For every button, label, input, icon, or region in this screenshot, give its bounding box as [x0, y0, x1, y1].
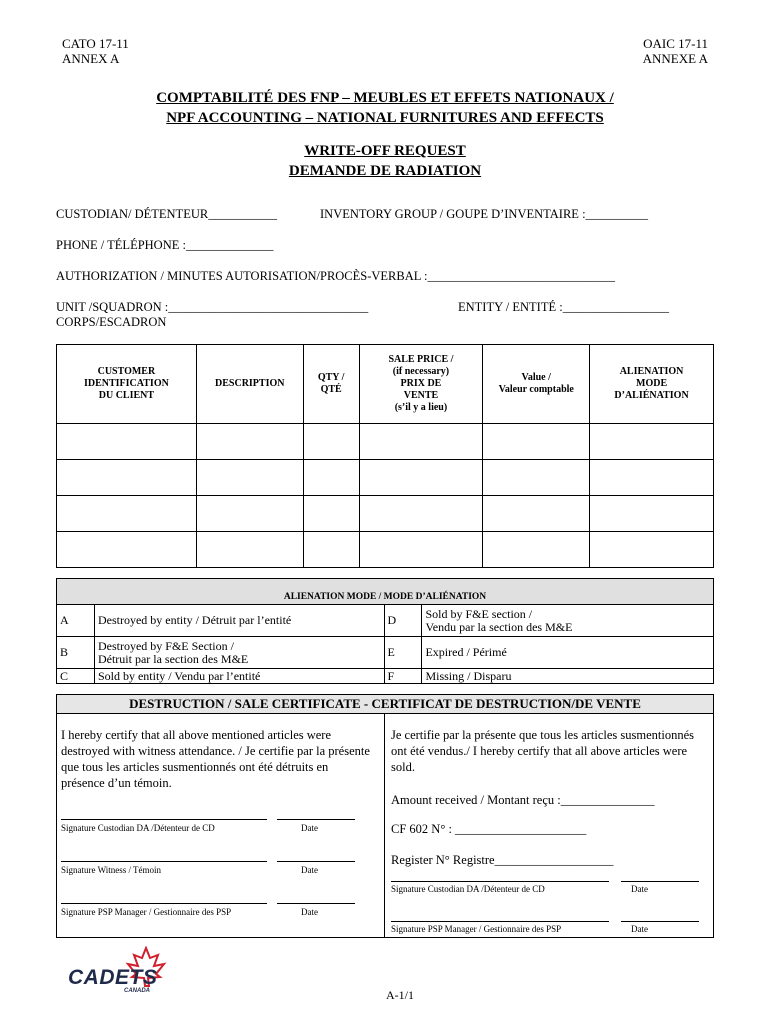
- col-customer-id-l1: CUSTOMER: [97, 366, 156, 377]
- unit-field[interactable]: UNIT /SQUADRON :________________________________: [56, 300, 369, 314]
- title-line1: COMPTABILITÉ DES FNP – MEUBLES ET EFFETS NATIONAUX /: [156, 90, 614, 106]
- mode-text-c: Sold by entity / Vendu par l’entité: [94, 669, 384, 684]
- table-row: [57, 424, 714, 460]
- signature-psp-label: Signature PSP Manager / Gestionnaire des PSP: [61, 907, 232, 917]
- col-alienation-l2: MODE: [636, 378, 668, 389]
- unit-field-line2: CORPS/ESCADRON: [56, 315, 167, 329]
- table-row: [57, 496, 714, 532]
- certificate-heading: DESTRUCTION / SALE CERTIFICATE - CERTIFICAT DE DESTRUCTION/DE VENTE: [57, 695, 713, 714]
- header-right: [643, 36, 708, 66]
- cell-input[interactable]: [303, 460, 359, 496]
- date-line[interactable]: [277, 861, 355, 862]
- cell-input[interactable]: [359, 460, 483, 496]
- date-label: Date: [631, 924, 648, 934]
- col-alienation-mode: [590, 345, 714, 424]
- page-number: A-1/1: [386, 988, 414, 1002]
- table-row: [57, 605, 714, 637]
- cell-input[interactable]: [590, 424, 714, 460]
- mode-code-a: A: [57, 605, 95, 637]
- col-description: [196, 345, 303, 424]
- logo-subtext: CANADA: [124, 988, 150, 994]
- col-value: [483, 345, 590, 424]
- table-row: [57, 460, 714, 496]
- cell-input[interactable]: [303, 424, 359, 460]
- cell-input[interactable]: [483, 460, 590, 496]
- mode-code-c: C: [57, 669, 95, 684]
- cell-input[interactable]: [57, 424, 197, 460]
- date-label: Date: [301, 865, 318, 875]
- col-sale-price-l1: SALE PRICE /: [388, 354, 454, 365]
- cell-input[interactable]: [590, 460, 714, 496]
- items-table: [56, 344, 714, 568]
- col-value-l1: Value /: [521, 372, 551, 383]
- col-description-l1: DESCRIPTION: [215, 378, 285, 389]
- cell-input[interactable]: [303, 496, 359, 532]
- custodian-field[interactable]: CUSTODIAN/ DÉTENTEUR___________: [56, 207, 277, 221]
- certificate-right-paragraph: Je certifie par la présente que tous les articles susmentionnés ont été vendus./ I hereby certify that all above articles were sold.: [391, 728, 695, 774]
- alienation-mode-heading: ALIENATION MODE / MODE D’ALIÉNATION: [57, 579, 714, 605]
- register-field[interactable]: Register N° Registre___________________: [391, 853, 614, 867]
- signature-line[interactable]: [391, 881, 609, 882]
- col-alienation-l1: ALIENATION: [619, 366, 684, 377]
- table-row: [57, 637, 714, 669]
- cell-input[interactable]: [359, 496, 483, 532]
- certificate-box: [56, 694, 714, 938]
- entity-field[interactable]: ENTITY / ENTITÉ :_________________: [458, 300, 669, 314]
- amount-received-field[interactable]: Amount received / Montant reçu :_______________: [391, 793, 655, 807]
- col-sale-price: [359, 345, 483, 424]
- mode-text-d: [422, 605, 714, 637]
- mode-text-b-l2: Détruit par la section des M&E: [97, 651, 249, 666]
- mode-text-e: Expired / Périmé: [422, 637, 714, 669]
- date-label: Date: [301, 907, 318, 917]
- header-right-line2: ANNEXE A: [642, 51, 708, 66]
- header-right-line1: OAIC 17-11: [643, 36, 708, 51]
- date-label: Date: [301, 823, 318, 833]
- signature-psp-right-label: Signature PSP Manager / Gestionnaire des PSP: [391, 924, 562, 934]
- signature-custodian-right-label: Signature Custodian DA /Détenteur de CD: [391, 884, 545, 894]
- title-line4: DEMANDE DE RADIATION: [288, 163, 482, 179]
- col-value-l2: Valeur comptable: [498, 384, 574, 395]
- header-left-line1: CATO 17-11: [62, 36, 129, 51]
- signature-line[interactable]: [61, 819, 267, 820]
- cell-input[interactable]: [196, 460, 303, 496]
- logo-text: CADETS: [68, 966, 158, 989]
- certificate-divider: [384, 714, 385, 937]
- col-qty-l2: QTÉ: [320, 384, 342, 395]
- alienation-mode-table: [56, 578, 714, 684]
- mode-code-d: D: [384, 605, 422, 637]
- table-row: [57, 532, 714, 568]
- cell-input[interactable]: [196, 496, 303, 532]
- title-line2: NPF ACCOUNTING – NATIONAL FURNITURES AND EFFECTS: [166, 110, 604, 126]
- mode-text-a: Destroyed by entity / Détruit par l’entité: [94, 605, 384, 637]
- mode-code-f: F: [384, 669, 422, 684]
- mode-text-d-l2: Vendu par la section des M&E: [425, 619, 573, 634]
- cell-input[interactable]: [359, 424, 483, 460]
- inventory-group-field[interactable]: INVENTORY GROUP / GOUPE D’INVENTAIRE :__________: [320, 207, 649, 221]
- col-sale-price-l2: (if necessary): [392, 366, 450, 377]
- signature-line[interactable]: [61, 903, 267, 904]
- col-qty-l1: QTY /: [317, 372, 345, 383]
- signature-witness-label: Signature Witness / Témoin: [61, 865, 162, 875]
- mode-text-f: Missing / Disparu: [422, 669, 714, 684]
- mode-text-d-l1: Sold by F&E section /: [425, 606, 533, 621]
- signature-custodian-label: Signature Custodian DA /Détenteur de CD: [61, 823, 215, 833]
- date-line[interactable]: [621, 921, 699, 922]
- date-line[interactable]: [277, 903, 355, 904]
- cell-input[interactable]: [57, 496, 197, 532]
- cell-input[interactable]: [303, 532, 359, 568]
- col-alienation-l3: D’ALIÉNATION: [614, 390, 689, 401]
- certificate-left-paragraph: I hereby certify that all above mentioned articles were destroyed with witness attendance. / Je certifie par la présente que tous les articles susmentionnés ont été détruits en présence d’un témoin.: [61, 728, 370, 790]
- col-customer-id-l2: IDENTIFICATION: [83, 378, 169, 389]
- mode-code-b: B: [57, 637, 95, 669]
- items-table-header: [57, 345, 714, 424]
- alienation-mode-heading-row: [57, 579, 714, 605]
- date-line[interactable]: [621, 881, 699, 882]
- table-row: [57, 669, 714, 684]
- mode-text-b-l1: Destroyed by F&E Section /: [97, 638, 234, 653]
- cell-input[interactable]: [359, 532, 483, 568]
- cell-input[interactable]: [590, 496, 714, 532]
- mode-code-e: E: [384, 637, 422, 669]
- cell-input[interactable]: [196, 532, 303, 568]
- cell-input[interactable]: [483, 496, 590, 532]
- phone-field[interactable]: PHONE / TÉLÉPHONE :______________: [56, 238, 274, 252]
- header-left-line2: ANNEX A: [62, 51, 120, 66]
- col-sale-price-l3: PRIX DE: [400, 378, 442, 389]
- col-customer-id-l3: DU CLIENT: [98, 390, 155, 401]
- col-sale-price-l5: (s’il y a lieu): [394, 402, 448, 413]
- cell-input[interactable]: [57, 460, 197, 496]
- date-label: Date: [631, 884, 648, 894]
- cf602-field[interactable]: CF 602 N° : _____________________: [391, 822, 587, 836]
- cell-input[interactable]: [590, 532, 714, 568]
- mode-text-b: [94, 637, 384, 669]
- signature-line[interactable]: [391, 921, 609, 922]
- header-left: [62, 36, 129, 66]
- cell-input[interactable]: [196, 424, 303, 460]
- col-qty: [303, 345, 359, 424]
- col-sale-price-l4: VENTE: [403, 390, 439, 401]
- date-line[interactable]: [277, 819, 355, 820]
- title-line3: WRITE-OFF REQUEST: [304, 143, 466, 159]
- cell-input[interactable]: [483, 532, 590, 568]
- signature-line[interactable]: [61, 861, 267, 862]
- col-customer-id: [57, 345, 197, 424]
- cell-input[interactable]: [483, 424, 590, 460]
- authorization-field[interactable]: AUTHORIZATION / MINUTES AUTORISATION/PROCÈS-VERBAL :______________________________: [56, 269, 616, 283]
- cell-input[interactable]: [57, 532, 197, 568]
